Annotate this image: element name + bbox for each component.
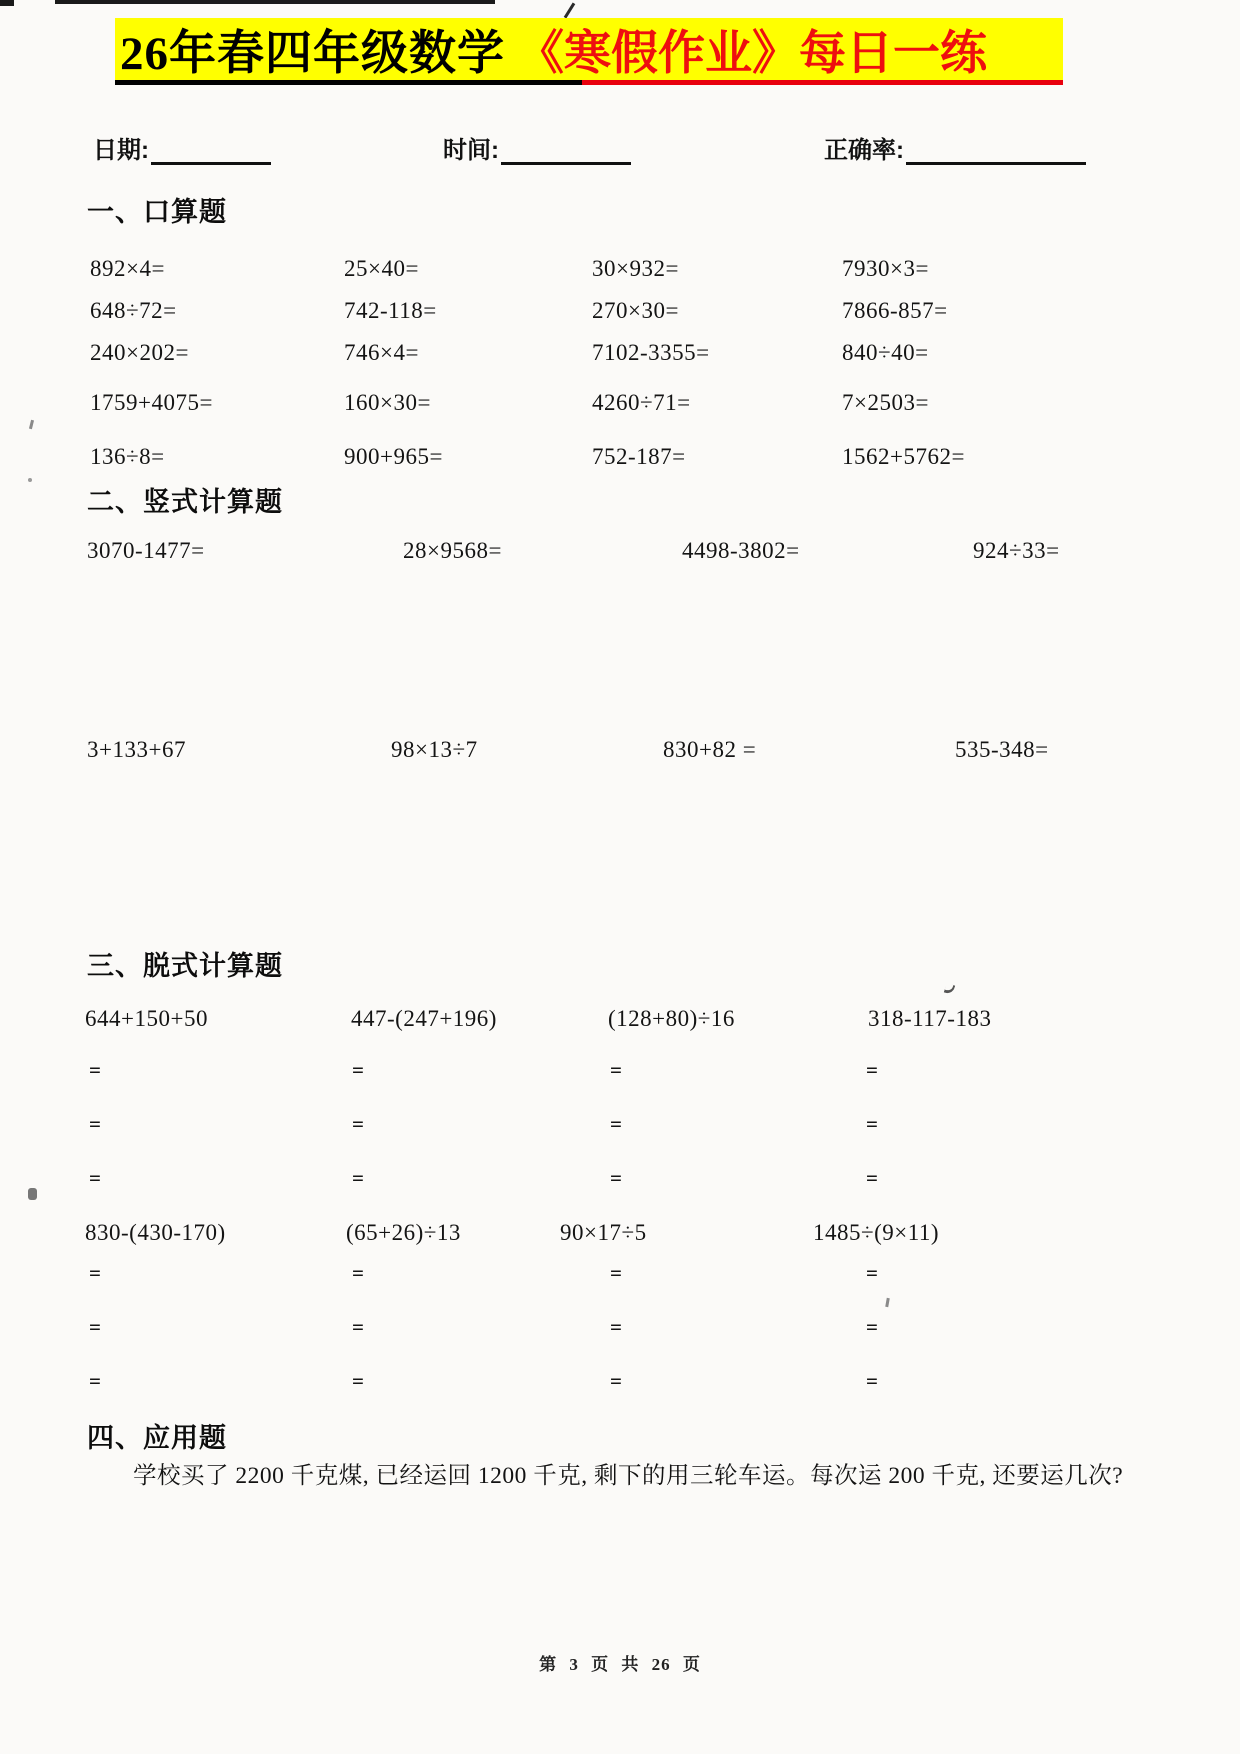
math-problem: 7×2503= [842, 390, 929, 415]
math-problem: 25×40= [344, 256, 419, 281]
equals-sign: = [610, 1058, 623, 1082]
equals-sign: = [89, 1315, 102, 1339]
time-label: 时间: [443, 137, 499, 164]
page-number: 第 3 页 共 26 页 [539, 1655, 701, 1674]
equals-row [0, 1058, 1240, 1088]
math-problem: 447-(247+196) [351, 1006, 497, 1031]
equals-sign: = [89, 1058, 102, 1082]
math-problem: 892×4= [90, 256, 165, 281]
title-underline-black [115, 80, 582, 85]
equals-row [0, 1315, 1240, 1345]
math-problem: 648÷72= [90, 298, 177, 323]
title-text-red: 《寒假作业》每日一练 [517, 27, 987, 80]
equals-sign: = [866, 1369, 879, 1393]
equals-sign: = [610, 1315, 623, 1339]
math-problem: 28×9568= [403, 538, 502, 563]
equals-sign: = [89, 1112, 102, 1136]
oral-row [0, 256, 1240, 286]
math-problem: 7102-3355= [592, 340, 710, 365]
equals-sign: = [352, 1112, 365, 1136]
math-problem: 4498-3802= [682, 538, 800, 563]
math-problem: 1562+5762= [842, 444, 965, 469]
equals-sign: = [89, 1166, 102, 1190]
oral-row [0, 390, 1240, 420]
math-problem: 4260÷71= [592, 390, 691, 415]
equals-sign: = [352, 1058, 365, 1082]
scan-artifact [0, 0, 14, 6]
accuracy-field [824, 130, 1086, 165]
math-problem: 644+150+50 [85, 1006, 208, 1031]
math-problem: 742-118= [344, 298, 437, 323]
math-problem: 3+133+67 [87, 737, 186, 762]
vertical-row [0, 737, 1240, 767]
math-problem: 7930×3= [842, 256, 929, 281]
equals-row [0, 1369, 1240, 1399]
section-heading-stepwise: 三、脱式计算题 [87, 951, 283, 981]
math-problem: 270×30= [592, 298, 679, 323]
math-problem: (128+80)÷16 [608, 1006, 735, 1031]
stepwise-row [0, 1220, 1240, 1250]
math-problem: 318-117-183 [868, 1006, 992, 1031]
equals-row [0, 1261, 1240, 1291]
equals-row [0, 1112, 1240, 1142]
section-heading-vertical: 二、竖式计算题 [87, 487, 283, 517]
scan-artifact [944, 983, 956, 995]
math-problem: 830-(430-170) [85, 1220, 226, 1245]
section-heading-word: 四、应用题 [87, 1423, 227, 1453]
equals-sign: = [610, 1112, 623, 1136]
math-problem: 136÷8= [90, 444, 165, 469]
title-text-black: 26年春四年级数学 [120, 27, 505, 80]
time-blank-line [501, 134, 631, 165]
oral-row [0, 298, 1240, 328]
equals-sign: = [352, 1166, 365, 1190]
oral-row [0, 340, 1240, 370]
math-problem: 240×202= [90, 340, 189, 365]
math-problem: 830+82 = [663, 737, 757, 762]
scan-artifact [28, 478, 32, 482]
math-problem: 1759+4075= [90, 390, 213, 415]
date-field [93, 130, 271, 165]
word-problem-text: 学校买了 2200 千克煤, 已经运回 1200 千克, 剩下的用三轮车运。每次运 200 千克, 还要运几次? [133, 1463, 1124, 1489]
math-problem: 3070-1477= [87, 538, 205, 563]
title-banner [115, 18, 1063, 80]
math-problem: 160×30= [344, 390, 431, 415]
math-problem: 98×13÷7 [391, 737, 478, 762]
time-field [443, 130, 631, 165]
scan-artifact [885, 1298, 890, 1307]
math-problem: 7866-857= [842, 298, 948, 323]
equals-sign: = [610, 1166, 623, 1190]
equals-sign: = [610, 1261, 623, 1285]
math-problem: 924÷33= [973, 538, 1060, 563]
equals-sign: = [89, 1369, 102, 1393]
equals-sign: = [610, 1369, 623, 1393]
equals-sign: = [352, 1261, 365, 1285]
equals-row [0, 1166, 1240, 1196]
math-problem: 30×932= [592, 256, 679, 281]
vertical-row [0, 538, 1240, 568]
stepwise-row [0, 1006, 1240, 1036]
math-problem: 840÷40= [842, 340, 929, 365]
math-problem: 535-348= [955, 737, 1049, 762]
math-problem: 1485÷(9×11) [813, 1220, 940, 1245]
oral-row [0, 444, 1240, 474]
equals-sign: = [866, 1112, 879, 1136]
math-problem: 746×4= [344, 340, 419, 365]
scan-artifact [29, 420, 34, 429]
equals-sign: = [866, 1315, 879, 1339]
accuracy-label: 正确率: [824, 137, 904, 164]
math-problem: (65+26)÷13 [346, 1220, 461, 1245]
equals-sign: = [89, 1261, 102, 1285]
section-heading-oral: 一、口算题 [87, 197, 227, 227]
equals-sign: = [866, 1058, 879, 1082]
equals-sign: = [352, 1315, 365, 1339]
scan-artifact [55, 0, 495, 4]
title-underline-red [582, 80, 1063, 85]
accuracy-blank-line [906, 134, 1086, 165]
equals-sign: = [352, 1369, 365, 1393]
math-problem: 752-187= [592, 444, 686, 469]
equals-sign: = [866, 1261, 879, 1285]
date-blank-line [151, 134, 271, 165]
math-problem: 900+965= [344, 444, 443, 469]
math-problem: 90×17÷5 [560, 1220, 647, 1245]
equals-sign: = [866, 1166, 879, 1190]
date-label: 日期: [93, 137, 149, 164]
